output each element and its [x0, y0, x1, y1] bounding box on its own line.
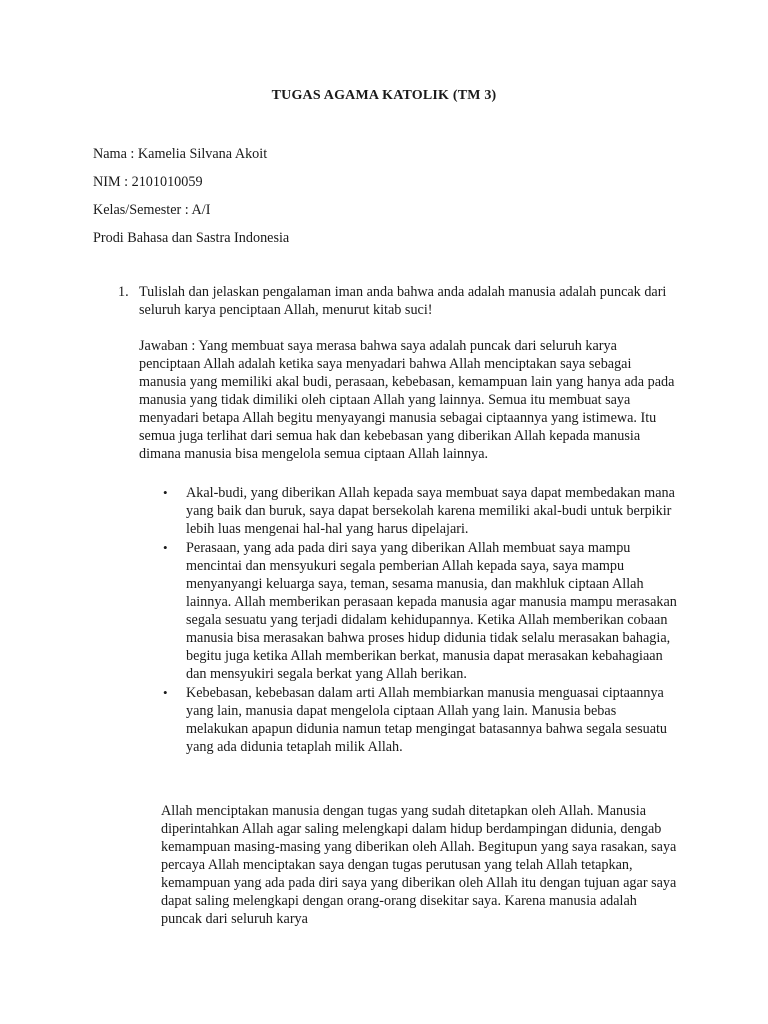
question-text: [139, 283, 679, 319]
list-item: [160, 684, 680, 756]
bullet-icon: •: [163, 485, 168, 500]
question-number: 1.: [118, 284, 129, 300]
bullet-icon: •: [163, 685, 168, 700]
bullet-text-perasaan: Perasaan, yang ada pada diri saya yang diberikan Allah membuat saya mampu mencintai dan mensyukuri segala pemberian Allah kepada saya, saya mampu menyanyangi keluarga saya, teman, sesama manusia, dan makhluk ciptaan Allah lainnya. Allah memberikan perasaan kepada manusia agar manusia mampu merasakan segala sesuatu yang terjadi didalam kehidupannya. Ketika Allah memberikan cobaan manusia bisa merasakan bahwa proses hidup didunia tidak selalu merasakan bahagia, begitu juga ketika Allah memberikan berkat, manusia dapat merasakan kebahagiaan dan mensyukiri segala berkat yang Allah berikan.: [186, 540, 677, 682]
list-item: [160, 484, 680, 538]
class-semester-line: Kelas/Semester : A/I: [93, 202, 211, 218]
name-line: Nama : Kamelia Silvana Akoit: [93, 146, 268, 162]
bullet-text-akal-budi: Akal-budi, yang diberikan Allah kepada saya membuat saya dapat membedakan mana yang baik dan buruk, saya dapat bersekolah karena memiliki akal-budi untuk berpikir lebih luas mengenai hal-hal yang harus dipelajari.: [186, 485, 675, 537]
document-title: TUGAS AGAMA KATOLIK (TM 3): [271, 88, 497, 103]
answer-paragraph: Jawaban : Yang membuat saya merasa bahwa saya adalah puncak dari seluruh karya penciptaan Allah adalah ketika saya menyadari bahwa Allah menciptakan saya sebagai manusia yang memiliki akal budi, perasaan, kebebasan, kemampuan lain yang hanya ada pada manusia yang tidak dimiliki oleh ciptaan Allah yang lainnya. Semua itu membuat saya menyadari betapa Allah begitu menyayangi manusia sebagai ciptaannya yang istimewa. Itu semua juga terlihat dari semua hak dan kebebasan yang diberikan Allah kepada manusia dimana manusia bisa mengelola semua ciptaan Allah lainnya.: [139, 338, 675, 462]
answer-text: [139, 337, 679, 463]
closing-paragraph: Allah menciptakan manusia dengan tugas yang sudah ditetapkan oleh Allah. Manusia diperintahkan Allah agar saling melengkapi dalam hidup berdampingan didunia, dengab kemampuan masing-masing yang diberikan oleh Allah. Begitupun yang saya rasakan, saya percaya Allah menciptakan saya dengan tugas perutusan yang telah Allah tetapkan, kemampuan yang ada pada diri saya yang diberikan oleh Allah itu dengan tujuan agar saya dapat saling melengkapi dengan orang-orang disekitar saya. Karena manusia adalah puncak dari seluruh karya: [161, 803, 677, 927]
bullet-text-kebebasan: Kebebasan, kebebasan dalam arti Allah membiarkan manusia menguasai ciptaannya yang lain, manusia dapat mengelola ciptaan Allah yang lain. Manusia bebas melakukan apapun didunia namun tetap mengingat batasannya bahwa segala sesuatu yang ada didunia tetaplah milik Allah.: [186, 685, 668, 755]
bullet-icon: •: [163, 540, 168, 555]
question-paragraph: Tulislah dan jelaskan pengalaman iman anda bahwa anda adalah manusia adalah puncak dari seluruh karya penciptaan Allah, menurut kitab suci!: [139, 284, 667, 318]
nim-line: NIM : 2101010059: [93, 174, 203, 190]
answer-bullet-list: [160, 484, 680, 756]
study-program-line: Prodi Bahasa dan Sastra Indonesia: [93, 230, 290, 246]
list-item: [160, 539, 680, 683]
